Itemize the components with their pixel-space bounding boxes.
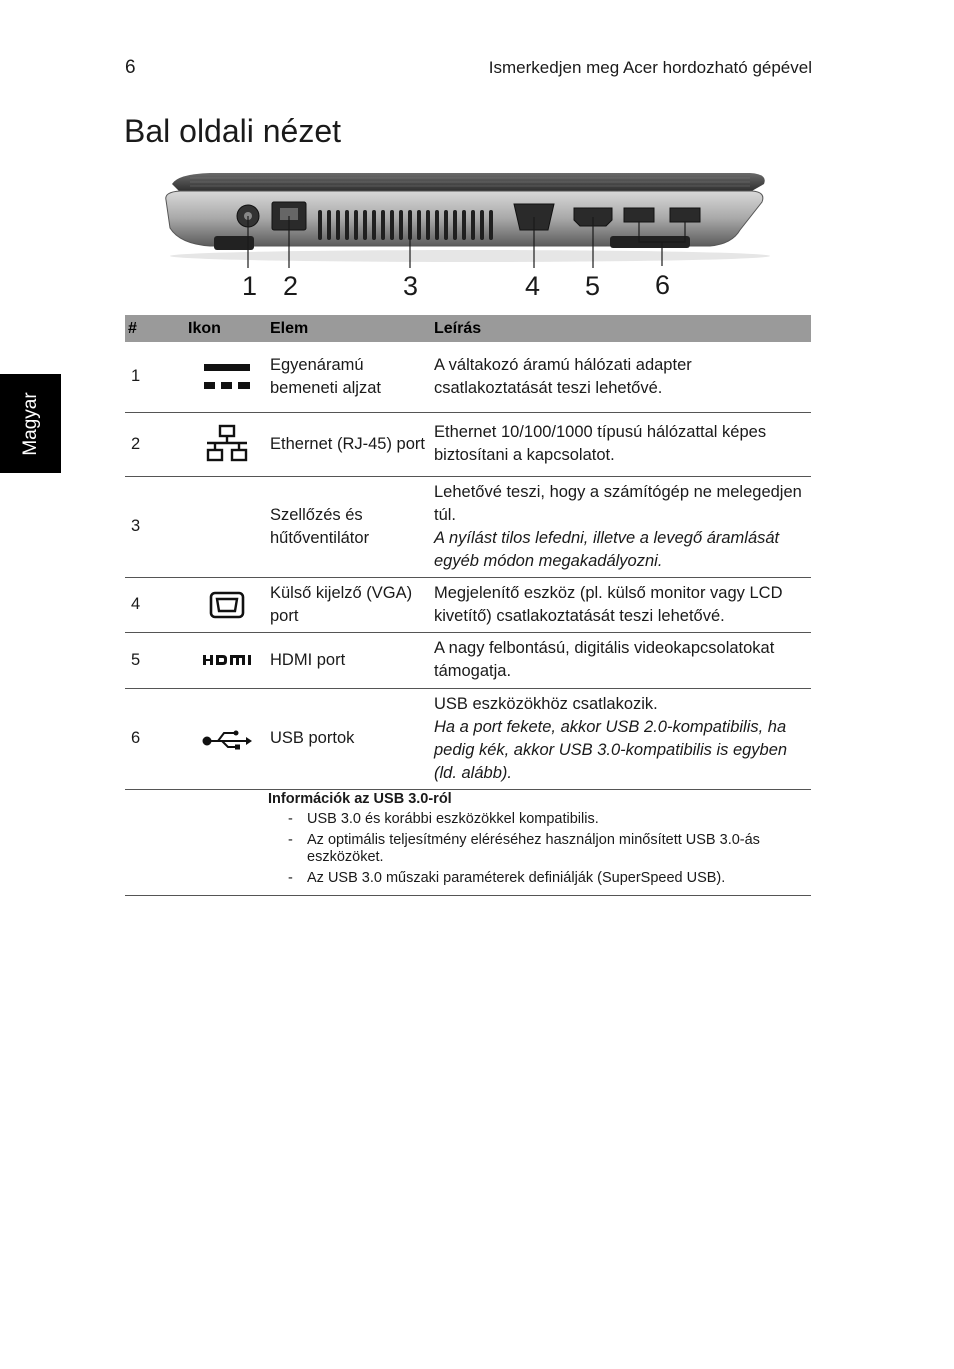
row-icon-cell <box>186 577 268 632</box>
row-icon-cell <box>186 476 268 577</box>
row-icon-cell <box>186 342 268 412</box>
row-icon-cell <box>186 412 268 476</box>
left-side-spec-table <box>125 315 811 896</box>
row-desc: Ethernet 10/100/1000 típusú hálózattal képes biztosítani a kapcsolatot. <box>434 423 767 464</box>
row-item: Szellőzés és hűtőventilátor <box>268 476 430 577</box>
table-header-row <box>125 315 811 342</box>
row-note: A nyílást tilos lefedni, illetve a levegő áramlását egyéb módon megakadályozni. <box>434 528 780 570</box>
row-item: HDMI port <box>268 632 430 688</box>
row-desc-cell <box>430 476 811 577</box>
row-num: 5 <box>125 632 186 688</box>
row-item: Ethernet (RJ-45) port <box>268 412 430 476</box>
row-icon-cell <box>186 688 268 789</box>
row-desc: Megjelenítő eszköz (pl. külső monitor vagy LCD kivetítő) csatlakoztatását teszi lehetővé. <box>434 583 783 625</box>
row-num: 1 <box>125 342 186 412</box>
header-icon: Ikon <box>186 315 268 342</box>
usb-info-spacer <box>125 789 268 895</box>
usb-info-row <box>125 789 811 895</box>
callout-1: 1 <box>242 271 258 301</box>
table-row <box>125 476 811 577</box>
row-desc: A nagy felbontású, digitális videokapcsolatokat támogatja. <box>434 639 775 680</box>
table-row <box>125 412 811 476</box>
row-num: 3 <box>125 476 186 577</box>
row-desc-cell <box>430 412 811 476</box>
list-item: - USB 3.0 és korábbi eszközökkel kompatibilis. <box>288 811 811 828</box>
vga-icon <box>209 591 245 619</box>
row-desc-cell <box>430 577 811 632</box>
list-item: - Az USB 3.0 műszaki paraméterek definiálják (SuperSpeed USB). <box>288 870 811 887</box>
usb-info-title: Információk az USB 3.0-ról <box>268 790 452 807</box>
laptop-left-side-figure <box>150 160 770 305</box>
row-desc-cell <box>430 688 811 789</box>
usb-info-note <box>268 789 811 895</box>
row-desc: A váltakozó áramú hálózati adapter csatlakoztatását teszi lehetővé. <box>434 355 692 397</box>
row-num: 4 <box>125 577 186 632</box>
row-desc-cell <box>430 632 811 688</box>
row-item: Külső kijelző (VGA) port <box>268 577 430 632</box>
dc-power-icon <box>202 362 252 392</box>
list-item: - Az optimális teljesítmény eléréséhez használjon minősített USB 3.0-ás eszközöket. <box>288 832 811 866</box>
table-row <box>125 577 811 632</box>
callout-3: 3 <box>403 271 419 301</box>
usb-port-2 <box>670 208 700 222</box>
row-desc: Lehetővé teszi, hogy a számítógép ne melegedjen túl. <box>434 482 802 524</box>
usb-icon <box>202 727 252 751</box>
row-num: 6 <box>125 688 186 789</box>
hdmi-icon <box>202 654 252 666</box>
row-desc-cell <box>430 342 811 412</box>
header-item: Elem <box>268 315 430 342</box>
row-note: Ha a port fekete, akkor USB 2.0-kompatibilis, ha pedig kék, akkor USB 3.0-kompatibilis is egyben (ld. alább). <box>434 717 788 782</box>
usb-info-list <box>268 811 811 887</box>
row-num: 2 <box>125 412 186 476</box>
language-side-tab <box>0 374 61 473</box>
page-number: 6 <box>125 57 136 78</box>
laptop-lid <box>172 173 765 192</box>
header-num: # <box>125 315 186 342</box>
row-item: USB portok <box>268 688 430 789</box>
table-row <box>125 342 811 412</box>
running-header: Ismerkedjen meg Acer hordozható gépével <box>488 58 812 77</box>
table-row <box>125 688 811 789</box>
callout-4: 4 <box>525 271 541 301</box>
side-tab-label: Magyar <box>19 391 41 456</box>
table-row <box>125 632 811 688</box>
callout-6: 6 <box>655 270 671 300</box>
row-item: Egyenáramú bemeneti aljzat <box>268 342 430 412</box>
ethernet-icon <box>203 424 251 464</box>
callout-5: 5 <box>585 271 601 301</box>
page-title: Bal oldali nézet <box>124 113 342 149</box>
row-icon-cell <box>186 632 268 688</box>
callout-2: 2 <box>283 271 299 301</box>
usb-port-1 <box>624 208 654 222</box>
row-desc: USB eszközökhöz csatlakozik. <box>434 694 658 713</box>
figure-shadow <box>170 250 770 262</box>
header-desc: Leírás <box>430 315 811 342</box>
